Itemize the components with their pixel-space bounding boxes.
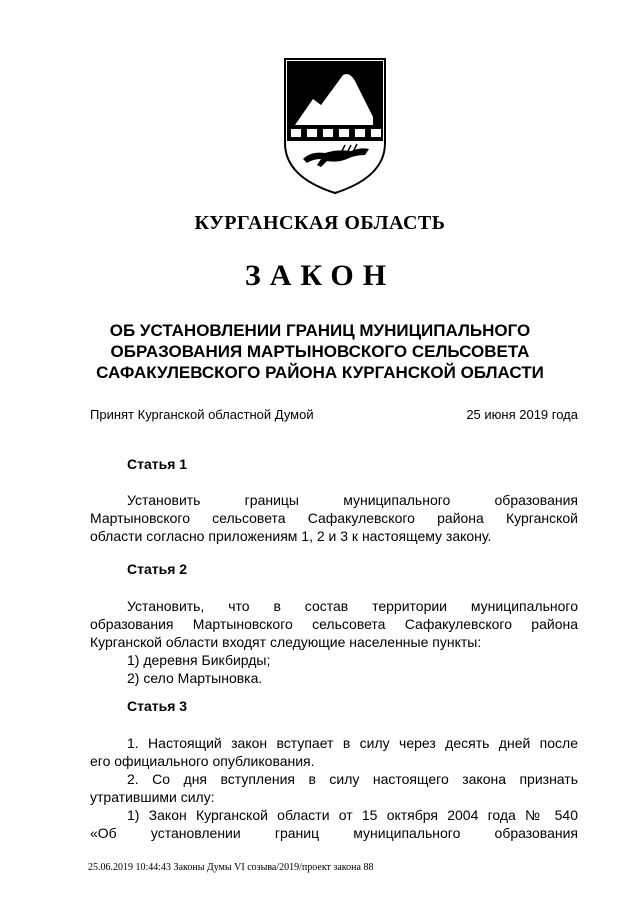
document-type: ЗАКОН — [244, 259, 396, 292]
text-line: области согласно приложениям 1, 2 и 3 к настоящему закону. — [90, 528, 492, 544]
law-title-line: САФАКУЛЕВСКОГО РАЙОНА КУРГАНСКОЙ ОБЛАСТИ — [96, 363, 544, 382]
article-2-heading: Статья 2 — [127, 561, 188, 577]
footer-file-path: 25.06.2019 10:44:43 Законы Думы VI созыва/2019/проект закона 88 — [88, 862, 374, 873]
text-line: утратившими силу: — [90, 789, 215, 805]
text-line: 1. Настоящий закон вступает в силу через десять дней после — [127, 735, 578, 751]
text-line: «Об установлении границ муниципального образования — [90, 825, 578, 841]
article-1-text — [90, 491, 578, 545]
list-item: 1) деревня Бикбирды; — [127, 652, 271, 668]
text-line: Установить границы муниципального образования — [127, 492, 578, 508]
article-3-text — [90, 734, 578, 842]
list-item: 2) село Мартыновка. — [127, 670, 263, 686]
law-title-line: ОБ УСТАНОВЛЕНИИ ГРАНИЦ МУНИЦИПАЛЬНОГО — [109, 321, 531, 340]
article-3-heading: Статья 3 — [127, 698, 188, 714]
article-1-heading: Статья 1 — [127, 456, 188, 472]
text-line: 1) Закон Курганской области от 15 октября 2004 года № 540 — [127, 807, 578, 823]
adopted-date: 25 июня 2019 года — [466, 407, 578, 422]
text-line: Курганской области входят следующие населенные пункты: — [90, 634, 482, 650]
coat-of-arms-emblem — [281, 55, 389, 195]
article-2-text — [90, 597, 578, 687]
region-name: КУРГАНСКАЯ ОБЛАСТЬ — [194, 212, 446, 234]
text-line: Мартыновского сельсовета Сафакулевского района Курганской — [90, 510, 578, 526]
text-line: образования Мартыновского сельсовета Сафакулевского района — [90, 616, 578, 632]
text-line: Установить, что в состав территории муниципального — [127, 598, 578, 614]
law-title — [70, 320, 570, 383]
text-line: его официального опубликования. — [90, 753, 315, 769]
adopted-by: Принят Курганской областной Думой — [90, 407, 314, 422]
text-line: 2. Со дня вступления в силу настоящего закона признать — [127, 771, 578, 787]
law-title-line: ОБРАЗОВАНИЯ МАРТЫНОВСКОГО СЕЛЬСОВЕТА — [110, 342, 530, 361]
